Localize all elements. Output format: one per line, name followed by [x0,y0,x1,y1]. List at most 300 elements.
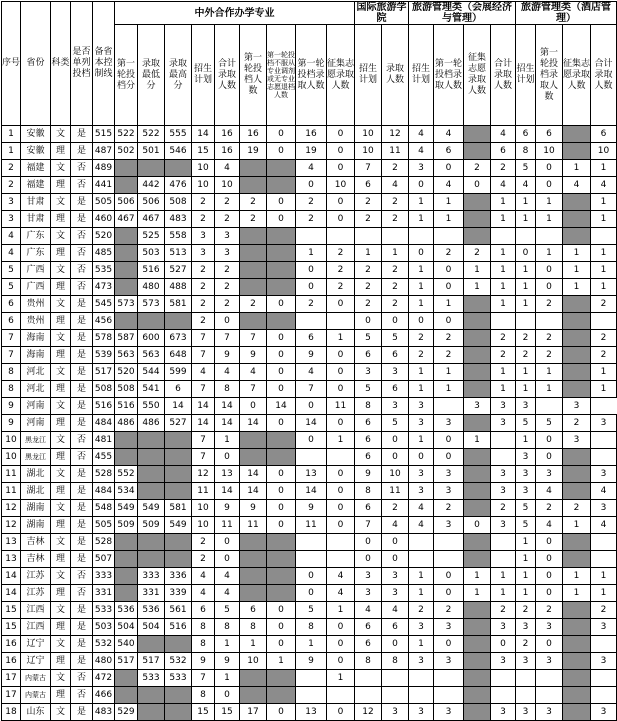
table-cell: 0 [296,398,327,415]
table-cell: 13 [2,534,21,551]
table-cell: 331 [138,585,165,602]
table-cell: 529 [115,704,138,721]
table-cell: 江苏 [21,568,51,585]
table-cell [434,398,464,415]
table-cell: 是 [71,653,93,670]
table-cell: 3 [382,398,409,415]
table-cell: 是 [71,381,93,398]
table-cell [165,687,192,704]
table-cell: 是 [71,313,93,330]
table-cell: 0 [296,177,327,194]
table-cell: 4 [491,177,516,194]
table-cell [563,364,591,381]
table-cell: 否 [71,279,93,296]
table-cell: 1 [491,211,516,228]
table-cell [355,687,382,704]
table-row [2,381,617,398]
table-cell: 文 [51,534,71,551]
table-cell: 是 [71,194,93,211]
table-cell: 3 [591,466,617,483]
table-cell: 0 [536,279,563,296]
table-cell: 3 [409,398,434,415]
table-cell [563,381,591,398]
table-cell: 0 [267,194,296,211]
table-cell: 5 [516,500,536,517]
table-cell: 1 [409,262,434,279]
table-cell [382,228,409,245]
table-cell [296,449,327,466]
header-g1-col: 招生计划 [192,25,215,126]
table-cell: 14 [192,415,215,432]
table-cell: 3 [516,704,536,721]
table-cell: 3 [434,483,464,500]
table-cell: 否 [71,670,93,687]
table-cell: 11 [192,483,215,500]
table-cell: 10 [382,466,409,483]
table-cell: 1 [327,432,355,449]
table-cell: 4 [563,177,591,194]
table-cell: 0 [327,364,355,381]
table-cell: 5 [536,415,563,432]
table-cell: 是 [71,211,93,228]
table-cell: 是 [71,347,93,364]
table-cell: 理 [51,653,71,670]
table-cell: 6 [2,313,21,330]
admission-table [1,1,617,721]
table-cell [491,687,516,704]
table-cell: 文 [51,432,71,449]
table-cell: 527 [165,415,192,432]
table-cell: 0 [355,313,382,330]
table-cell [138,432,165,449]
table-cell: 10 [355,143,382,160]
table-cell: 1 [491,262,516,279]
table-cell: 2 [434,245,464,262]
table-cell: 534 [115,483,138,500]
table-cell: 3 [491,704,516,721]
table-cell: 否 [71,262,93,279]
table-cell: 安徽 [21,143,51,160]
table-cell: 476 [165,177,192,194]
table-cell [464,704,491,721]
table-cell: 2 [491,160,516,177]
table-cell [240,262,267,279]
table-cell [491,228,516,245]
table-cell: 2 [409,330,434,347]
table-cell: 2 [192,262,215,279]
table-cell: 481 [93,432,115,449]
table-cell: 2 [491,330,516,347]
table-cell: 8 [192,619,215,636]
table-cell: 文 [51,500,71,517]
table-cell: 内蒙古 [21,670,51,687]
table-cell: 516 [138,262,165,279]
table-cell: 1 [434,296,464,313]
table-cell: 0 [464,517,491,534]
table-cell: 4 [382,517,409,534]
table-cell: 517 [138,653,165,670]
table-cell: 1 [296,245,327,262]
table-cell [516,670,536,687]
table-cell: 1 [267,653,296,670]
table-cell: 2 [327,262,355,279]
table-cell: 7 [355,517,382,534]
table-cell: 3 [591,415,617,432]
table-row [2,126,617,143]
table-cell: 3 [491,517,516,534]
table-cell: 文 [51,126,71,143]
table-cell [138,483,165,500]
table-cell: 是 [71,704,93,721]
table-cell: 2 [192,534,215,551]
table-cell: 3 [491,398,516,415]
table-cell [138,466,165,483]
table-cell: 8 [355,653,382,670]
table-cell [464,126,491,143]
table-cell: 0 [215,313,240,330]
table-cell: 是 [71,398,93,415]
table-cell [409,551,434,568]
table-cell [491,432,516,449]
table-cell: 6 [240,602,267,619]
table-cell: 7 [192,347,215,364]
table-cell [240,160,267,177]
table-cell: 是 [71,517,93,534]
table-cell: 1 [240,636,267,653]
table-cell: 9 [355,466,382,483]
table-cell [138,636,165,653]
table-cell: 2 [355,262,382,279]
table-cell: 1 [516,211,536,228]
table-cell [165,449,192,466]
table-cell: 理 [51,517,71,534]
table-cell [464,653,491,670]
table-cell: 4 [409,126,434,143]
table-cell [563,619,591,636]
table-cell: 2 [382,500,409,517]
table-cell [267,534,296,551]
table-cell: 1 [536,364,563,381]
header-seq: 序号 [2,2,21,126]
table-cell [464,687,491,704]
header-g4-col: 征集志愿录取人数 [563,25,591,126]
table-cell: 472 [93,670,115,687]
table-cell: 2 [464,245,491,262]
table-cell: 1 [409,211,434,228]
table-cell: 1 [563,160,591,177]
table-cell [464,534,491,551]
table-cell: 483 [165,211,192,228]
table-cell: 6 [355,619,382,636]
table-cell: 湖北 [21,466,51,483]
table-cell: 6 [355,636,382,653]
table-cell [327,313,355,330]
table-cell: 是 [71,296,93,313]
table-cell: 441 [93,177,115,194]
table-cell [563,347,591,364]
table-row [2,551,617,568]
table-cell: 2 [382,211,409,228]
table-cell: 6 [591,126,617,143]
table-cell: 1 [516,296,536,313]
table-cell [115,687,138,704]
table-cell: 6 [192,602,215,619]
table-cell: 0 [215,687,240,704]
table-cell: 1 [409,364,434,381]
table-cell [491,449,516,466]
table-cell: 1 [2,143,21,160]
table-cell: 河南 [21,415,51,432]
table-cell: 2 [516,636,536,653]
table-cell: 9 [240,500,267,517]
table-cell [516,228,536,245]
table-cell: 573 [138,296,165,313]
table-cell [165,704,192,721]
table-cell: 10 [355,126,382,143]
table-cell [591,228,617,245]
table-cell: 3 [434,653,464,670]
table-cell [165,313,192,330]
table-cell: 理 [51,415,71,432]
table-cell: 8 [355,483,382,500]
table-cell: 536 [115,602,138,619]
table-cell: 487 [93,143,115,160]
table-cell: 509 [138,517,165,534]
table-cell: 2 [215,296,240,313]
table-cell: 0 [296,432,327,449]
table-cell: 1 [591,194,617,211]
table-cell: 4 [409,143,434,160]
table-cell: 10 [215,177,240,194]
table-cell: 0 [215,551,240,568]
table-cell: 1 [591,568,617,585]
table-cell: 10 [240,653,267,670]
table-cell: 1 [491,568,516,585]
table-cell: 515 [93,126,115,143]
table-cell: 0 [267,347,296,364]
table-cell: 5 [516,415,536,432]
table-cell: 4 [192,568,215,585]
table-cell: 484 [93,483,115,500]
table-cell: 5 [296,602,327,619]
table-cell: 2 [536,330,563,347]
group-header-hotel-management: 旅游管理类（酒店管理） [516,2,617,25]
table-cell: 533 [93,602,115,619]
table-cell: 1 [434,211,464,228]
table-cell: 0 [267,704,296,721]
table-cell: 18 [2,704,21,721]
table-cell: 8 [516,143,536,160]
table-cell: 1 [563,279,591,296]
table-cell [563,602,591,619]
table-cell: 0 [382,313,409,330]
table-cell: 0 [382,551,409,568]
table-cell: 2 [215,262,240,279]
table-cell: 1 [464,262,491,279]
table-cell: 2 [192,194,215,211]
table-cell [296,687,327,704]
table-row [2,347,617,364]
table-cell [296,228,327,245]
table-cell: 504 [138,619,165,636]
table-cell [464,143,491,160]
table-cell: 是 [71,466,93,483]
table-cell: 0 [327,653,355,670]
table-cell: 1 [434,381,464,398]
table-cell [240,313,267,330]
table-row [2,466,617,483]
table-cell [591,534,617,551]
table-cell: 3 [434,704,464,721]
table-cell: 10 [2,432,21,449]
table-cell [536,313,563,330]
table-cell: 广东 [21,245,51,262]
table-cell [240,551,267,568]
table-cell: 2 [491,347,516,364]
table-cell [409,228,434,245]
table-cell: 0 [434,636,464,653]
table-cell [267,262,296,279]
table-cell: 2 [563,415,591,432]
table-cell: 0 [267,364,296,381]
table-cell: 2 [215,279,240,296]
table-cell: 是 [71,483,93,500]
table-cell: 16 [240,126,267,143]
admission-table-container [1,1,613,717]
table-cell: 0 [536,449,563,466]
table-cell: 4 [516,177,536,194]
table-cell: 4 [382,177,409,194]
header-control-line: 备省本控制线 [93,2,115,126]
table-row [2,670,617,687]
table-cell [409,670,434,687]
table-cell: 1 [516,279,536,296]
table-cell [382,687,409,704]
table-cell: 4 [382,602,409,619]
table-cell: 6 [382,619,409,636]
table-cell [267,568,296,585]
table-cell [115,534,138,551]
table-cell [267,245,296,262]
table-cell: 2 [2,177,21,194]
table-cell: 466 [93,687,115,704]
table-cell: 文 [51,568,71,585]
table-row [2,279,617,296]
table-cell: 0 [327,143,355,160]
table-cell: 2 [215,211,240,228]
table-cell: 9 [215,347,240,364]
table-cell: 563 [138,347,165,364]
table-row [2,585,617,602]
table-cell: 3 [409,619,434,636]
table-cell: 3 [434,415,464,432]
table-cell: 10 [2,449,21,466]
table-cell: 6 [165,381,192,398]
group-header-convention-economics: 旅游管理类（会展经济与管理） [409,2,516,25]
table-cell [296,534,327,551]
table-cell [563,126,591,143]
table-cell: 1 [215,636,240,653]
table-cell [434,534,464,551]
table-cell: 0 [434,432,464,449]
table-cell: 5 [382,330,409,347]
table-cell [563,551,591,568]
table-cell: 1 [536,381,563,398]
table-cell: 1 [516,432,536,449]
table-cell [240,177,267,194]
table-cell [327,534,355,551]
table-cell: 0 [536,534,563,551]
table-cell: 2 [192,313,215,330]
table-cell: 贵州 [21,296,51,313]
table-cell: 理 [51,347,71,364]
table-cell [464,500,491,517]
table-cell: 528 [93,466,115,483]
table-cell [591,687,617,704]
table-cell: 3 [434,517,464,534]
table-cell: 4 [296,160,327,177]
table-cell: 522 [115,126,138,143]
group-header-international-tourism: 国际旅游学院 [356,2,407,24]
table-cell: 1 [409,568,434,585]
table-cell: 2 [434,347,464,364]
table-cell: 1 [409,636,434,653]
table-cell: 7 [2,347,21,364]
header-g1-col: 录取最高分 [165,25,192,126]
table-cell: 1 [591,245,617,262]
table-cell: 516 [93,398,115,415]
table-cell: 1 [591,381,617,398]
table-cell: 16 [215,126,240,143]
table-row [2,602,617,619]
table-cell: 0 [409,449,434,466]
table-cell: 9 [240,347,267,364]
table-cell: 2 [382,279,409,296]
table-header [2,2,617,126]
table-cell: 6 [2,296,21,313]
table-cell [165,551,192,568]
table-cell: 509 [115,517,138,534]
table-row [2,364,617,381]
table-cell: 11 [215,517,240,534]
table-cell: 555 [165,126,192,143]
table-cell: 480 [138,279,165,296]
table-cell: 3 [516,466,536,483]
table-cell: 辽宁 [21,636,51,653]
table-cell [563,194,591,211]
table-cell: 0 [296,262,327,279]
table-cell: 3 [355,568,382,585]
table-cell: 0 [327,619,355,636]
table-cell: 甘肃 [21,194,51,211]
table-cell: 2 [516,330,536,347]
table-cell: 文 [51,296,71,313]
table-cell: 2 [536,296,563,313]
table-cell: 0 [267,415,296,432]
header-g1-col: 第一轮投档分 [115,25,138,126]
table-cell: 3 [382,364,409,381]
table-cell [267,177,296,194]
table-cell [563,483,591,500]
table-cell: 484 [93,415,115,432]
table-cell: 0 [327,211,355,228]
table-cell: 3 [491,619,516,636]
table-cell [267,585,296,602]
table-cell: 673 [165,330,192,347]
table-cell: 河北 [21,364,51,381]
table-cell: 8 [192,636,215,653]
table-cell: 5 [2,279,21,296]
